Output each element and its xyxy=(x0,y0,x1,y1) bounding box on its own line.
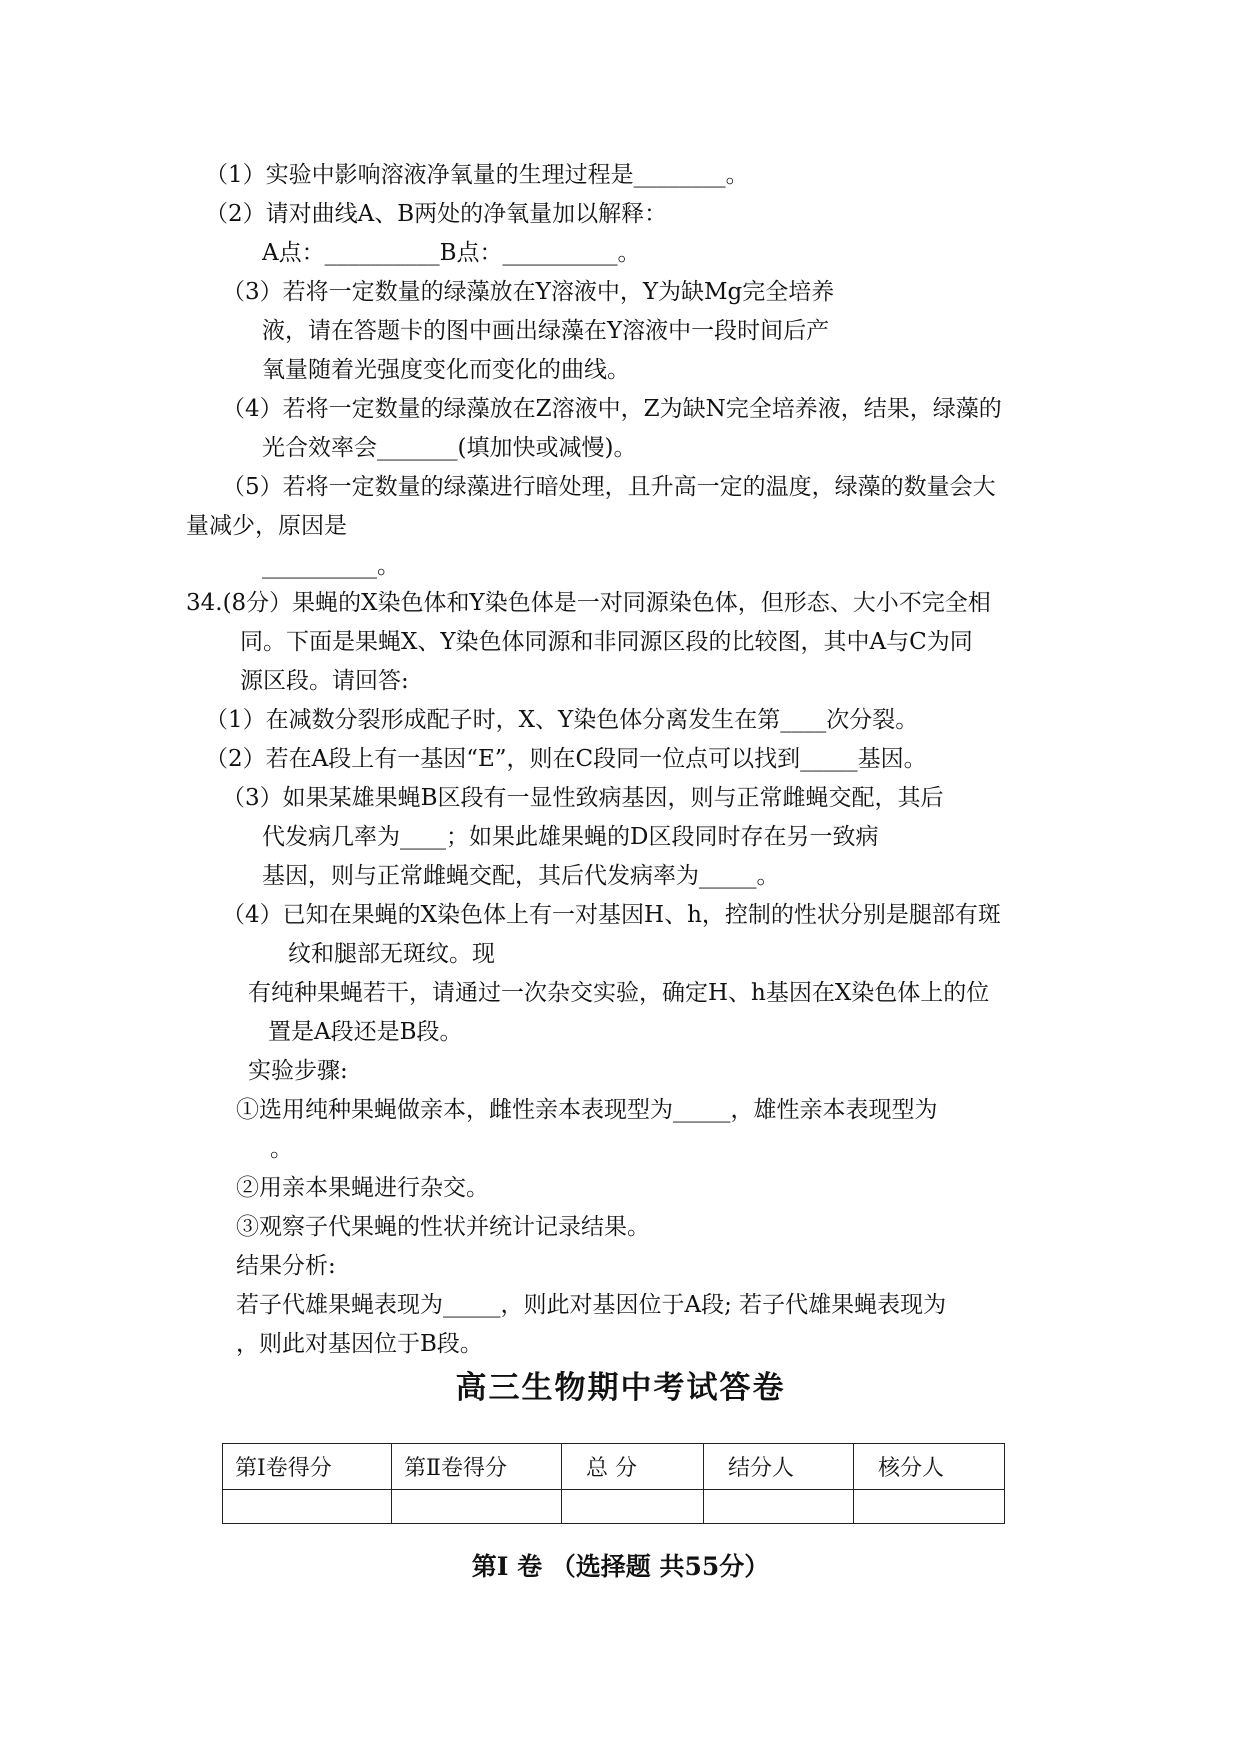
experiment-step-2: ②用亲本果蝇进行杂交。 xyxy=(236,1175,489,1201)
score-table-blank-row xyxy=(223,1490,1005,1524)
score-table-header-row xyxy=(223,1444,1005,1490)
q33-part-2: （2）请对曲线A、B两处的净氧量加以解释： xyxy=(205,201,668,227)
q34-part-4-cont-3: 置是A段还是B段。 xyxy=(268,1019,463,1045)
q33-part-1: （1）实验中影响溶液净氧量的生理过程是________。 xyxy=(205,162,749,188)
score-cell-part2 xyxy=(392,1490,562,1524)
result-analysis-line-2: ，则此对基因位于B段。 xyxy=(236,1331,483,1357)
score-header-scorer: 结分人 xyxy=(704,1444,854,1490)
q33-part-2-answer-line: A点：__________B点：__________。 xyxy=(262,240,641,266)
experiment-step-1-cont: 。 xyxy=(270,1136,293,1162)
q34-part-3-cont-2: 基因，则与正常雌蝇交配，其后代发病率为_____。 xyxy=(262,863,780,889)
q33-part-4: （4）若将一定数量的绿藻放在Z溶液中，Z为缺N完全培养液，结果，绿藻的 xyxy=(222,396,1002,422)
q34-part-3-cont-1: 代发病几率为____；如果此雄果蝇的D区段同时存在另一致病 xyxy=(262,824,879,850)
result-analysis-heading: 结果分析: xyxy=(236,1253,336,1279)
experiment-step-3: ③观察子代果蝇的性状并统计记录结果。 xyxy=(236,1214,650,1240)
q34-part-4-cont-1: 纹和腿部无斑纹。现 xyxy=(288,941,495,967)
result-analysis-line-1: 若子代雄果蝇表现为_____，则此对基因位于A段; 若子代雄果蝇表现为 xyxy=(236,1292,947,1318)
q34-stem: 34.(8分）果蝇的X染色体和Y染色体是一对同源染色体，但形态、大小不完全相 xyxy=(186,590,991,616)
q33-part-4-cont: 光合效率会_______(填加快或减慢)。 xyxy=(262,435,637,461)
q33-part-5-answer-line: __________。 xyxy=(262,553,400,579)
q34-part-4: （4）已知在果蝇的X染色体上有一对基因H、h，控制的性状分别是腿部有斑 xyxy=(222,902,1001,928)
score-cell-part1 xyxy=(223,1490,392,1524)
q34-stem-cont-1: 同。下面是果蝇X、Y染色体同源和非同源区段的比较图，其中A与C为同 xyxy=(240,629,973,655)
q34-part-4-cont-2: 有纯种果蝇若干，请通过一次杂交实验，确定H、h基因在X染色体上的位 xyxy=(248,980,990,1006)
score-cell-checker xyxy=(854,1490,1005,1524)
experiment-steps-heading: 实验步骤: xyxy=(248,1058,348,1084)
q33-part-3-cont-2: 氧量随着光强度变化而变化的曲线。 xyxy=(262,357,630,383)
q33-part-3: （3）若将一定数量的绿藻放在Y溶液中，Y为缺Mg完全培养 xyxy=(222,279,835,305)
q33-part-5: （5）若将一定数量的绿藻进行暗处理，且升高一定的温度，绿藻的数量会大 xyxy=(222,474,996,500)
score-header-part1: 第Ⅰ卷得分 xyxy=(223,1444,392,1490)
q33-part-5-cont: 量减少，原因是 xyxy=(186,513,347,539)
experiment-step-1: ①选用纯种果蝇做亲本，雌性亲本表现型为_____，雄性亲本表现型为 xyxy=(236,1097,938,1123)
score-header-total: 总 分 xyxy=(562,1444,704,1490)
score-header-part2: 第Ⅱ卷得分 xyxy=(392,1444,562,1490)
q34-stem-cont-2: 源区段。请回答: xyxy=(240,668,409,694)
q34-part-3: （3）如果某雄果蝇B区段有一显性致病基因，则与正常雌蝇交配，其后 xyxy=(222,785,944,811)
q34-part-1: （1）在减数分裂形成配子时，X、Y染色体分离发生在第____次分裂。 xyxy=(205,707,919,733)
answer-sheet-title: 高三生物期中考试答卷 xyxy=(455,1370,786,1406)
q34-part-2: （2）若在A段上有一基因“E”，则在C段同一位点可以找到_____基因。 xyxy=(205,746,927,772)
score-cell-scorer xyxy=(704,1490,854,1524)
score-cell-total xyxy=(562,1490,704,1524)
section-heading: 第I 卷 （选择题 共55分） xyxy=(471,1552,770,1581)
score-table xyxy=(222,1443,1005,1524)
q33-part-3-cont-1: 液，请在答题卡的图中画出绿藻在Y溶液中一段时间后产 xyxy=(262,318,830,344)
score-header-checker: 核分人 xyxy=(854,1444,1005,1490)
